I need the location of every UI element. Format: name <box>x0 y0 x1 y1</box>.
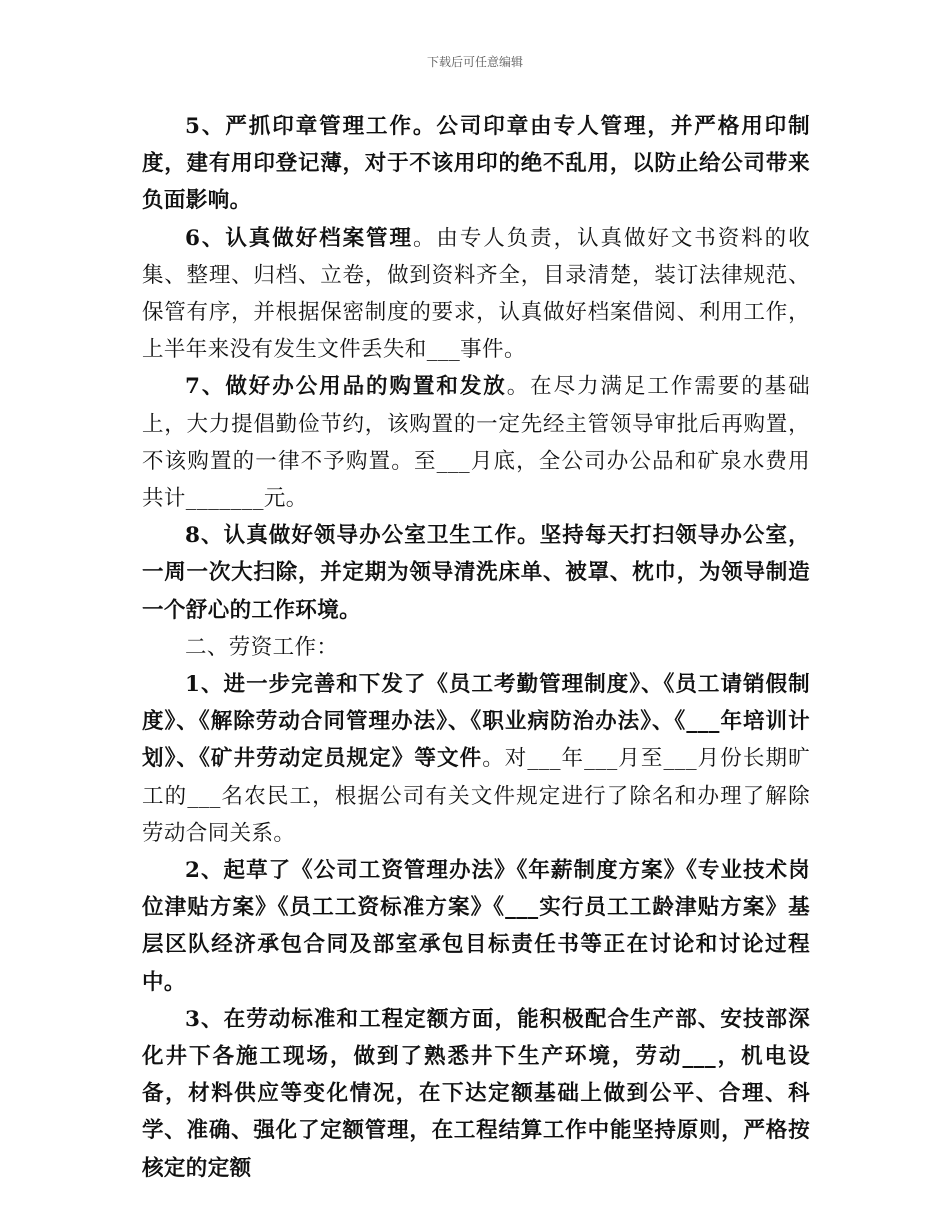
section-heading-labor <box>142 629 810 666</box>
paragraph-seal-management <box>142 108 810 220</box>
paragraph-lead: 6、认真做好档案管理 <box>185 225 413 251</box>
paragraph-archive-management <box>142 220 810 369</box>
document-body <box>142 108 810 1187</box>
paragraph-lead: 7、做好办公用品的购置和发放 <box>185 374 507 400</box>
paragraph-lead: 8、认真做好领导办公室卫生工作。坚持每天打扫领导办公室，一周一次大扫除，并定期为领导清洗床单、被罩、枕巾，为领导制造一个舒心的工作环境。 <box>142 523 810 623</box>
paragraph-body: 。由专人负责，认真做好文书资料的收集、整理、归档、立卷，做到资料齐全，目录清楚，装订法律规范、保管有序，并根据保密制度的要求，认真做好档案借阅、利用工作，上半年来没有发生文件丢失和___事件。 <box>142 225 810 363</box>
paragraph-labor-quota <box>142 1001 810 1187</box>
paragraph-lead: 5、严抓印章管理工作。公司印章由专人管理，并严格用印制度，建有用印登记薄，对于不该用印的绝不乱用，以防止给公司带来负面影响。 <box>142 114 810 214</box>
paragraph-lead: 3、在劳动标准和工程定额方面，能积极配合生产部、安技部深化井下各施工现场，做到了熟悉井下生产环境，劳动___，机电设备，材料供应等变化情况，在下达定额基础上做到公平、合理、科学、准确、强化了定额管理，在工程结算工作中能坚持原则，严格按核定的定额 <box>142 1006 810 1181</box>
paragraph-office-hygiene <box>142 517 810 629</box>
paragraph-body: 。对___年___月至___月份长期旷工的___名农民工，根据公司有关文件规定进行了除名和办理了解除劳动合同关系。 <box>142 746 810 846</box>
paragraph-office-supplies <box>142 368 810 517</box>
page-header: 下载后可任意编辑 <box>426 55 523 69</box>
paragraph-salary-drafts <box>142 852 810 1001</box>
paragraph-labor-rules <box>142 666 810 852</box>
paragraph-lead: 1、进一步完善和下发了《员工考勤管理制度》、《员工请销假制度》、《解除劳动合同管理办法》、《职业病防治办法》、《___年培训计划》、《矿井劳动定员规定》等文件 <box>142 672 810 772</box>
paragraph-body: 。在尽力满足工作需要的基础上，大力提倡勤俭节约，该购置的一定先经主管领导审批后再购置，不该购置的一律不予购置。至___月底，全公司办公品和矿泉水费用共计_______元。 <box>142 374 811 512</box>
paragraph-body: 二、劳资工作： <box>185 634 339 660</box>
paragraph-lead: 2、起草了《公司工资管理办法》《年薪制度方案》《专业技术岗位津贴方案》《员工工资标准方案》《___实行员工工龄津贴方案》基层区队经济承包合同及部室承包目标责任书等正在讨论和讨论过程中。 <box>142 858 810 995</box>
